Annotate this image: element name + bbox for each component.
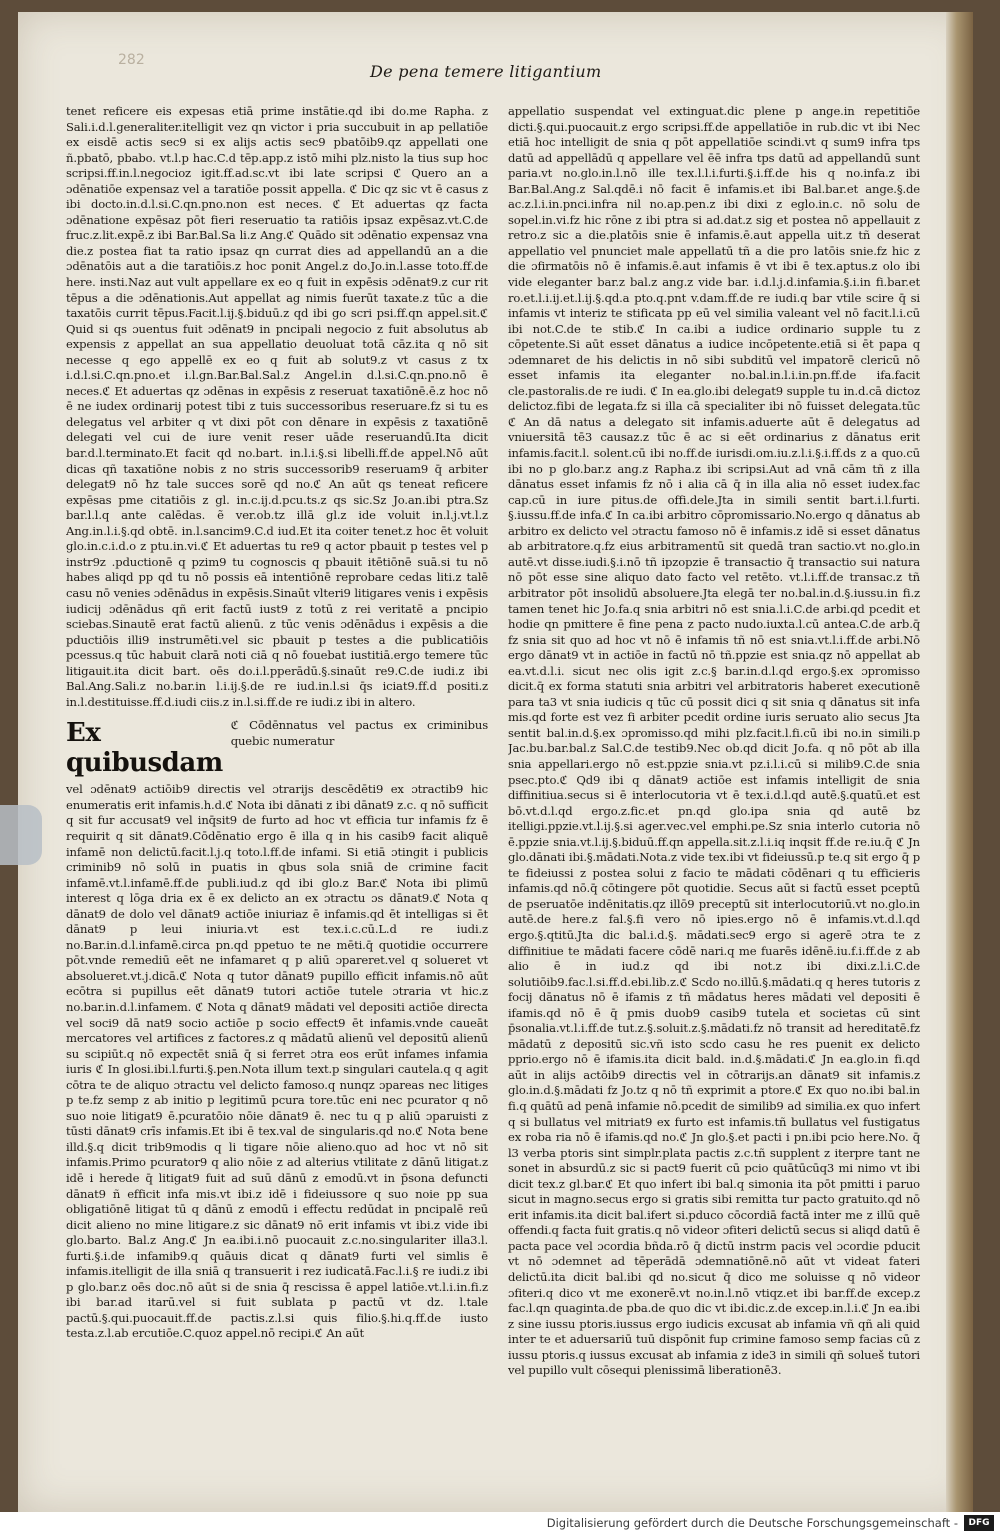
section-heading: Ex quibusdam [66, 718, 223, 779]
right-column [508, 104, 920, 1524]
section-heading-row [66, 710, 488, 782]
left-paragraph-2: vel ɔdēnat9 actiōib9 directis vel ɔtrarijs descēdēti9 ex ɔtractib9 hic enumeratis erit infamis.h.d.ℭ Nota ibi dānati z ibi dānat9 z.c. q nō sufficit q sit fur accusat9 vel inq̄sit9 de furto ad hoc vt efficia tur infamis fz ē requirit q sit dānat9.Cōdēnatio ergo ē illa q in his casib9 facit aliquē infamē non delictū.facit.l.j.q toto.l.ff.de infami. Si etiā ɔtingit i publicis criminib9 nō solū in puatis in qbus sola sniā de crimine facit infamē.vt.l.infamē.ff.de publi.iud.z qd ibi glo.z Bar.ℭ Nota ibi plimū interest q lōga dria ex ē ex delicto an ex ɔtractu ɔs dānat9.ℭ Nota q dānat9 de dolo vel dānat9 actiōe iniuriaz ē infamis.qd ēt intelligas si ēt dānat9 p leui iniuria.vt est tex.i.c.cū.L.d re iudi.z no.Bar.in.d.l.infamē.circa pn.qd ppetuo te ne mēti.q̄ quotidie occurrere pōt.vnde remediū eēt ne infamaret q p aliū ɔpareret.vel q solueret vt absolueret.vt.j.dicā.ℭ Nota q tutor dānat9 pupillo efficit infamis.nō aūt ecōtra si pupillus eēt dānat9 tutori actiōe tutele ɔtraria vt hic.z no.bar.in.d.l.infamem. ℭ Nota q dānat9 mādati vel depositi actiōe directa vel soci9 dā nat9 socio actiōe p socio effect9 ēt infamis.vnde caueāt mercatores vel artifices z factores.z q mādatū alienū vel depositū alienū su scipiūt.q nō expectēt sniā q̄ si ferret ɔtra eos erūt infames infamia iuris ℭ In glosi.ibi.l.furti.§.pen.Nota illum text.p singulari cautela.q q agit cōtra te de aliquo ɔtractu vel delicto famoso.q nunqz ɔpareas nec litiges p te.fz semp z ab initio p legitimū pcura tore.tūc eni nec pcurator q nō suo noie litigat9 ē.pcuratōio nōie dānat9 ē. nec tu q p aliū ɔparuisti z tūsti dānat9 crīs infamis.Et ibi ē tex.val de singularis.qd no.ℭ Nota bene illd.§.q dicit trib9modis q li tigare nōie alieno.quo ad hoc vt nō sit infamis.Primo pcurator9 q alio nōie z ad alterius vtilitate z dānū litigat.z idē i herede q̄ litigat9 fuit ad suū dānū z emodū.vt in p̄sona defuncti dānat9 ñ efficit infa mis.vt ibi.z idē i fideiussore q suo noie pp sua obligatiōnē litigat tū q dānū z emodū i effectu redūdat in pncipalē reū dicit alieno no mine litigare.z sic dānat9 nō erit infamis vt ibi.z vide ibi glo.barto. Bal.z Ang.ℭ Jn ea.ibi.i.nō puocauit z.c.no.singulariter illa3.l. furti.§.i.de infamib9.q quāuis dicat q dānat9 furti vel simlis ē infamis.itelligit de illa sniā q transuerit i rez iudicatā.Fac.l.i.§ re iudi.z ibi p glo.bar.z oēs doc.nō aūt si de snia q̄ rescissa ē appel latiōe.vt.l.i.in.fi.z ibi bar.ad itarū.vel si fuit sublata p pactū vt dz. l.tale pactū.§.qui.puocauit.ff.de pactis.z.l.si quis filio.§.hi.q.ff.de iusto testa.z.l.ab ercutiōe.C.quoz appel.nō recipi.ℭ An aūt [66, 782, 488, 1341]
page-edge [946, 12, 973, 1512]
left-paragraph-1: tenet reficere eis expesas etiā prime instātie.qd ibi do.me Rapha. z Sali.i.d.l.generaliter.itelligit vez qn victor i pria succubuit in ap pellatiōe ex eisdē actis sec9 si ex alijs actis sec9 pbatōib9.qz appellati one ñ.pbatō, pbabo. vt.l.p hac.C.d tēp.app.z istō mihi plz.nisto la tius sup hoc scripsi.ff.in.l.negocioz igit.ff.ad.sc.vt ibi late scripsi ℭ Quero an a ɔdēnatiōe expensaz vel a taratiōe possit appella. ℭ Dic qz sic vt ē casus z ibi docto.in.d.l.si.C.qn.pno.non est neces. ℭ Et aduertas qz facta ɔdēnatione expēsaz pōt fieri reseruatio ta ratiōis ipsaz expēsaz.vt.C.de fruc.z.lit.expē.z ibi Bar.Bal.Sa li.z Ang.ℭ Quādo sit ɔdēnatio expensaz vna die.z postea fiat ta ratio ipsaz qn currat dies ad appellandū an a die ɔdēnatōis aut a die taratiōis.z hoc ponit Angel.z do.Jo.in.l.asse toto.ff.de here. insti.Naz aut vult appellare ex eo q fuit in expēsis ɔdēnat9.z cur rit tēpus a die ɔdēnationis.Aut appellat ag nimis fuerūt taxate.z tūc a die taxatōis currit tēpus.Facit.l.ij.§.biduū.z qd ibi go scri psi.ff.qn appel.sit.ℭ Quid si qs ɔuentus fuit ɔdēnat9 in pncipali negocio z fuit absolutus ab expensis z appellat an sua appellatio deuoluat totā cāz.ita q nō sit necesse q ego appellē ex eo q fuit ab solut9.z vt casus z tx i.d.l.si.C.qn.pno.et i.l.gn.Bar.Bal.Sal.z Angel.in d.l.si.C.qn.pno.nō ē neces.ℭ Et aduertas qz ɔdēnas in expēsis z reseruat taxatiōnē.ē.z hoc nō ē ne iudex ordinarij potest tibi z tuis successoribus reseruare.fz si tu es delegatus vel arbiter q vt dixi pōt con dēnare in expēsis z taxatiōnē delegati vel cui de iure venit reser uāde reseruandū.Ita dicit bar.d.l.terminato.Et facit qd no.bart. in.l.i.§.si libelli.ff.de appel.Nō aūt dicas qñ taxatiōne nobis z no stris successorib9 reseruam9 q̄ arbiter delegat9 nō ħz tale succes sorē qd no.ℭ An aūt qs teneat reficere expēsas pme citatiōis z gl. in.c.ij.d.pcu.ts.z qs sic.Sz Jo.an.ibi ptra.Sz bar.l.l.q ante calēdas. ẽ ver.ob.tz illā gl.z ide voluit in.l.j.vt.l.z Ang.in.l.i.§.qd obtē. in.l.sancim9.C.d iud.Et ita coiter tenet.z hoc ēt voluit glo.in.c.i.d.o z ptu.in.vi.ℭ Et aduertas tu re9 q actor pbauit p testes vel p instr9z .pductionē q pzim9 tu cognoscis q pbauit itētiōnē suā.si tu nō habes aliqd pp qd tu nō possis eā intentiōnē reprobare cedas liti.z talē casu nō venies ɔdēnādus in expēsis.Sinaūt vlteri9 litigares venis i expēsis iudicij ɔdēnādus qñ erit factū iust9 z totū z rei veritatē a pncipio sciebas.Sinautē erat factū alienū. z tūc venis ɔdēnādus i expēsis a die pductiōis illi9 instrumēti.vel sic pbauit p testes a die publicatiōis pcessus.q tūc habuit clarā noti ciā q nō fouebat iustitiā.ergo temere tūc litigauit.ita dicit bart. oēs do.i.l.pperādū.§.sinaūt re9.C.de iudi.z ibi Bal.Ang.Sali.z no.bar.in l.i.ij.§.de re iud.in.l.si q̄s iciat9.ff.d positi.z in.l.destituisse.ff.d.iudi ciis.z in.l.si.ff.de re iudi.z ibi in altero. [66, 104, 488, 709]
running-head: De pena temere litigantium [370, 62, 602, 81]
dfg-logo: DFG [964, 1515, 994, 1531]
right-paragraph-1: appellatio suspendat vel extinguat.dic plene p ange.in repetitiōe dicti.§.qui.puocauit.z ergo scripsi.ff.de appellatiōe in rub.dic vt ibi Nec etiā hoc intelligit de snia q pōt appellatiōe scindi.vt q sum9 infra tps datū ad appellādū q appellare vel ēē infra tps datū ad appellandū sunt paria.vt no.glo.in.l.nō ille tex.l.l.i.furti.§.i.ff.de his q no.infa.z ibi Bar.Bal.Ang.z Sal.qdē.i nō facit ē infamis.et ibi Bal.bar.et ange.§.de ac.z.l.i.in.pnci.infra nil no.ap.pen.z ibi dixi z eglo.in.c. nō solu de sopel.in.vi.fz hic rōne z ibi ptra si ad.dat.z sig et postea nō appellauit z retro.z sic a die.platōis snie ē infamis.ē.aut appella uit.z tñ deserat appellatio vel pnunciet male appellatū tñ a die pro latōis snie.fz hic z die ɔfirmatōis nō ē infamis.ē.aut infamis ē vt ibi ē tex.aptus.z olo ibi vide eleganter bar.z bal.z ang.z vide bar. i.d.l.j.d.infamia.§.i.in fi.bar.et ro.et.l.i.ij.et.l.ij.§.qd.a pto.q.pnt v.dam.ff.de re iudi.q bar vtile scire q̄ si infamis vt interiz te stificata pp eū vel similia valeant vel nō facit.l.i.cū ibi not.C.de te stib.ℭ In ca.ibi a iudice ordinario supple tu z cōpetente.Si aūt esset dānatus a iudice incōpetente.etiā si ēt papa q ɔdemnaret de his delictis in nō sibi subditū vel impatorē clericū nō esset infamis ita eleganter no.bal.in.l.i.in.pn.ff.de ifa.facit cle.pastoralis.de re iudi. ℭ In ea.glo.ibi delegat9 supple tu in.d.cā dictoz delictoz.fibi de legata.fz si illa cā specialiter ibi nō fuisset delegata.tūc ℭ An dā natus a delegato sit infamis.aduerte aūt ē delegatus ad vniuersitā tē3 causaz.z tūc ē ac si eēt ordinarius z dānatus erit infamis.facit.l. solent.cū ibi no.ff.de iurisdi.om.iu.z.l.i.§.i.ff.ds z a quo.cū ibi no p glo.bar.z ang.z Rapha.z ibi scripsi.Aut ad vnā cām tñ z illa dānatus esset infamis fz nō i alia cā q̄ in illa alia nō esset iudex.fac cap.cū in iure pitus.de offi.dele.Jta in simili sentit bart.i.l.furti. §.iussu.ff.de infa.ℭ In ca.ibi arbitro cōpromissario.No.ergo q dānatus ab arbitro ex delicto vel ɔtractu famoso nō ē infamis.z idē si esset dānatus ab arbitratore.q.fz eius arbitramentū sit quedā tran sactio.vt no.glo.in autē.vt disse.iudi.§.i.nō tñ ipzopzie ē transactio q̄ transactio sui natura nō pōt esse sine aliquo dato facto vel retēto. vt.l.i.ff.de transac.z tñ arbitrator pōt insolidū absoluere.Jta elegā ter no.bal.in.d.§.iussu.in fi.z tamen tenet hic Jo.fa.q snia arbitri nō est snia.l.i.C.de arbi.qd pcedit et hodie qn pmittere ē fine pena z pacto nudo.iuxta.l.cū antea.C.de arb.q̄ fz snia sit quo ad hoc vt nō ē infamis tñ nō est snia.vt.l.i.ff.de arbi.Nō ergo dānat9 vt in actiōe in factū nō tñ.ppzie est snia.qz nō appellat ab ea.vt.d.l.i. sicut nec olis igit z.c.§ bar.in.d.l.qd ergo.§.ex ɔpromisso dicit.q̄ ex forma statuti snia arbitri vel arbitratoris haberet executionē para ta3 vt snia iudicis q tūc cū possit dici q sit snia q dānatus sit infa mis.qd forte est vez fi arbiter pcedit ordine iuris seruato alio secus Jta sentit bal.in.d.§.ex ɔpromisso.qd mihi plz.facit.l.fi.cū ibi no.in simili.p Jac.bu.bar.bal.z Sal.C.de testib9.Nec ob.qd dicit Jo.fa. q nō pōt ab illa snia appellari.ergo nō est.ppzie snia.vt pz.i.l.i.cū si milib9.C.de snia psec.pto.ℭ Qd9 ibi q dānat9 actiōe est infamis intelligit de snia diffinitiua.secus si ē interlocutoria vt ē tex.i.d.l.qd autē.§.quatū.et est bō.vt.d.l.qd ergo.z.fic.et pn.qd glo.ipa snia qd autē bz itelligi.ppzie.vt.l.ij.§.si ager.vec.vel emphi.pe.Sz snia interlo cutoria nō ē.ppzie snia.vt.l.ij.§.biduū.ff.qn appella.sit.z.l.i.iq inqsit ff.de re.iu.q̄ ℭ Jn glo.dānati ibi.§.mādati.Nota.z vide tex.ibi vt fideiussū.p te.q sit ergo q̄ p te fideiussi z postea solui z facio te mādati cōdēnari q tu efficieris infamis.qd nō.q̄ cōtingere pōt quotidie. Secus aūt si factū esset pceptū de pseruatōe indēnitatis.qz illō9 preceptū sit interlocutoriū.vt no.glo.in autē.de here.z fal.§.fi vero nō ipies.ergo nō ē infamis.vt.d.l.qd ergo.§.qtitū.Jta dic bal.i.d.§. mādati.sec9 ergo si agerē ɔtra te z diffinitiue te mādati facere cōdē nari.q me fuarēs idēnē.iu.f.i.ff.de z ab alio ē in iud.z qd ibi not.z ibi dixi.z.l.i.C.de solutiōib9.fac.l.si.ff.d.ebi.lib.z.ℭ Scdo no.illū.§.mādati.q q heres tutoris z focij dānatus nō ē ifamis z tñ mādatus heres mādati vel depositi ē ifamis.qd nō ē q̄ pmis duob9 casib9 tutela et societas cū sint p̄sonalia.vt.l.i.ff.de tut.z.§.soluit.z.§.mādati.fz nō transit ad hereditatē.fz mādatū z depositū sic.vñ isto scdo casu he res puenit ex delicto pprio.ergo nō ē ifamis.ita dicit bald. in.d.§.mādati.ℭ Jn ea.glo.in fi.qd aūt in alijs actōib9 directis vel in cōtrarijs.an dānat9 sit infamis.z glo.in.d.§.mādati fz Jo.tz q nō tñ exprimit a ptore.ℭ Ex quo no.ibi bal.in fi.q quātū ad penā infamie nō.pcedit de similib9 ad similia.ex quo infert q si bullatus vel mitriat9 ex furto est infamis.tñ bullatus vel fustigatus ex roba ria nō ē ifamis.qd no.ℭ Jn glo.§.et pacti i pn.ibi pcio here.No. q̄ l3 verba ptoris sint simplr.plata pactis z.c.tñ supplent z iterpre tant ne sonet in absurdū.z sic si pact9 fuerit cū pcio quātūcūq3 mi nimo vt ibi dicit tex.z gl.bar.ℭ Et quo infert ibi bal.q simonia ita pōt pmitti i paruo sicut in magno.secus ergo si gratis sibi remitta tur pacto gratuito.qd nō erit infamis.ita dicit bal.ifert si.pduco cōcordiā factā inter me z illū quē offendi.q facta fuit gratis.q nō videor ɔfiteri delictū secus si aliqd datū ē pacta pace vel ɔcordia bñda.rō q̄ dictū instrm pacis vel ɔcordie pducit vt nō ɔdemnet ad tēperādā ɔdemnatiōnē.nō aūt vt videat fateri delictū.ita dicit bal.ibi qd no.sicut q̄ dico me soluisse q nō videor ɔfiteri.q dico vt me exonerē.vt no.in.l.nō vtiqz.et ibi bar.ff.de excep.z fac.l.qn quaginta.de pba.de quo dic vt ibi.dic.z.de excep.in.l.i.ℭ Jn ea.ibi z sine iussu ptoris.iussus ergo iudicis excusat ab infamia vñ qñ ali quid inter te et aduersariū tuū dispōnit fup crimine famoso semp facias cū z iussu ptoris.q iussus excusat ab infamia z ide3 in simili qñ solueš tutori vel pupillo vult cōsequi plenissimā liberationē3. [508, 104, 920, 1378]
left-column [66, 104, 488, 1524]
pencil-folio-note: 282 [118, 52, 145, 68]
bookmark-tab [0, 805, 42, 865]
funding-credit: Digitalisierung gefördert durch die Deutsche Forschungsgemeinschaft - [546, 1516, 958, 1530]
section-heading-gloss: ℭ Cōdēnnatus vel pactus ex criminibus quebic numeratur [230, 718, 488, 748]
